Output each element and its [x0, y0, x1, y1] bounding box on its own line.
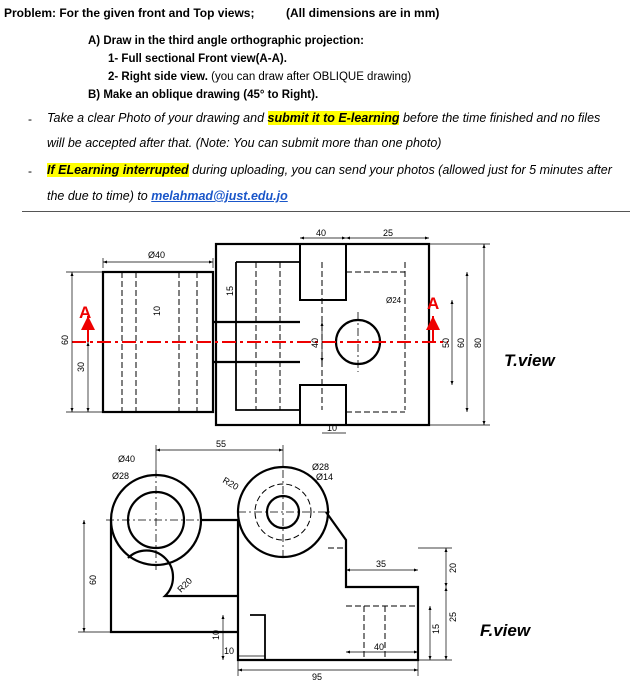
task-a: A) Draw in the third angle orthographic projection:: [88, 35, 365, 47]
dim-top-50: 50: [441, 337, 451, 348]
dim-front-25: 25: [448, 611, 458, 622]
highlight-interrupted: If ELearning interrupted: [47, 163, 189, 177]
task-a2-title: 2- Right side view.: [108, 71, 208, 83]
email-link[interactable]: melahmad@just.edu.jo: [151, 189, 288, 203]
dim-front-r20-bottom: R20: [175, 575, 195, 595]
top-view-labels: [60, 228, 556, 433]
dim-front-10-h: 10: [224, 646, 235, 656]
dim-top-10-bottom: 10: [327, 423, 338, 433]
note-1-text-b: before the time finished and no files: [399, 111, 601, 125]
dim-top-d24: Ø24: [386, 296, 402, 305]
dim-front-d14: Ø14: [316, 472, 334, 482]
front-view: [106, 467, 418, 660]
section-label-right: A: [427, 294, 440, 313]
top-view: [72, 244, 448, 425]
dim-front-10-v: 10: [211, 629, 221, 640]
bullet-1: -: [28, 112, 32, 126]
dim-front-60: 60: [88, 574, 98, 585]
dim-front-r20-top: R20: [221, 475, 241, 492]
dim-top-80: 80: [473, 337, 483, 348]
dim-top-10: 10: [152, 305, 162, 316]
dim-top-25: 25: [383, 228, 394, 238]
note-1-text-a: Take a clear Photo of your drawing and: [47, 111, 268, 125]
dim-front-d28: Ø28: [112, 471, 130, 481]
task-a2-note: (you can draw after OBLIQUE drawing): [211, 71, 412, 83]
task-b: B) Make an oblique drawing (45° to Right).: [88, 89, 319, 101]
dim-front-35: 35: [376, 559, 387, 569]
dim-front-d28b: Ø28: [312, 462, 330, 472]
note-2-text-a: during uploading, you can send your photos (allowed just for 5 minutes after: [188, 163, 612, 177]
dim-top-40-v: 40: [310, 337, 320, 348]
dim-top-30: 30: [76, 361, 86, 372]
units-note: (All dimensions are in mm): [286, 6, 440, 20]
dim-top-15: 15: [225, 285, 235, 296]
note-1-line-2: will be accepted after that. (Note: You can submit more than one photo): [47, 136, 442, 150]
dim-front-15: 15: [431, 623, 441, 634]
bullet-2: -: [28, 164, 32, 178]
top-view-dimensions: [66, 238, 490, 433]
dim-front-20: 20: [448, 562, 458, 573]
problem-statement: Problem: For the given front and Top views;: [4, 6, 255, 20]
dim-front-d40: Ø40: [118, 454, 136, 464]
note-2-text-b: the due to time) to: [47, 189, 152, 203]
dim-front-95: 95: [312, 672, 323, 682]
dim-front-55: 55: [216, 439, 227, 449]
dim-top-60-right: 60: [456, 337, 466, 348]
section-label-left: A: [79, 303, 92, 322]
task-a1: 1- Full sectional Front view(A-A).: [108, 53, 287, 65]
front-view-label: F.view: [480, 621, 531, 640]
dim-top-60-left: 60: [60, 334, 70, 345]
dim-front-40: 40: [374, 642, 385, 652]
top-view-label: T.view: [504, 351, 555, 370]
highlight-submit: submit it to E-learning: [267, 111, 400, 125]
dim-top-d40: Ø40: [148, 250, 166, 260]
dim-top-40: 40: [316, 228, 327, 238]
